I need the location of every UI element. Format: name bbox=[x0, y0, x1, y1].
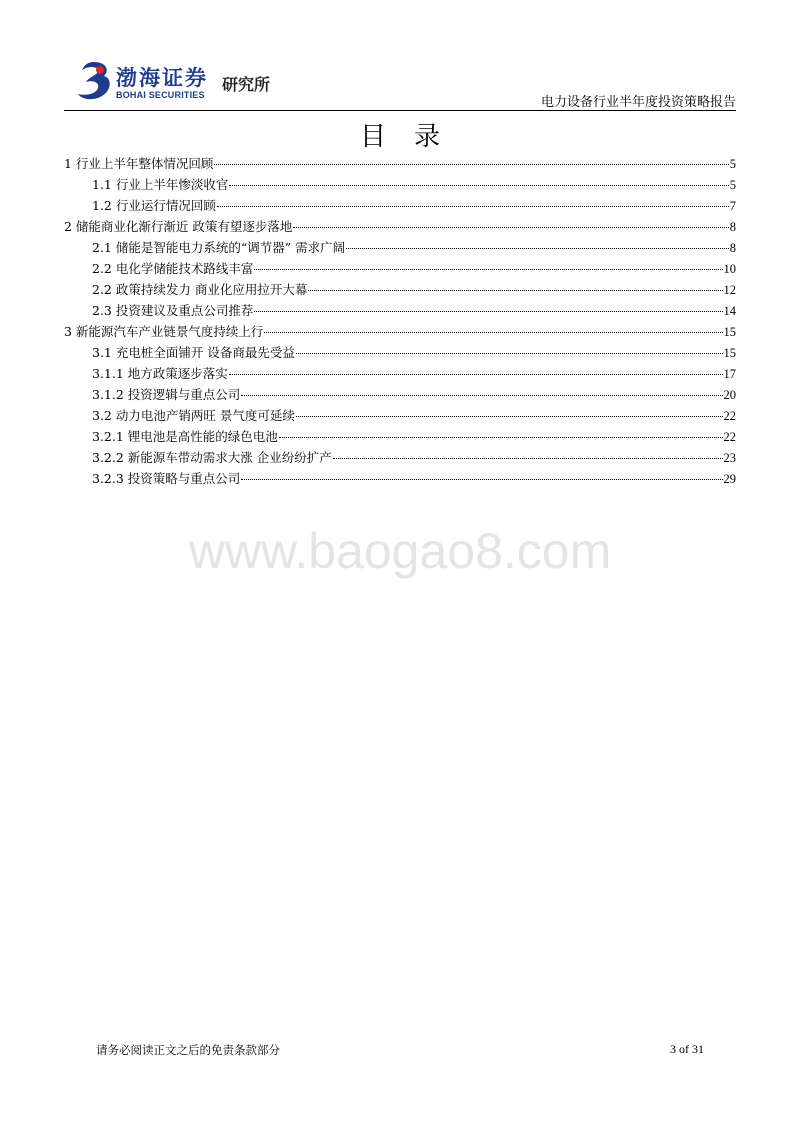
toc-entry[interactable]: 2.2 电化学储能技术路线丰富 10 bbox=[92, 261, 736, 276]
footer-disclaimer: 请务必阅读正文之后的免责条款部分 bbox=[96, 1043, 280, 1057]
toc-entry[interactable]: 1.2 行业运行情况回顾 7 bbox=[92, 198, 736, 213]
brand-name-en: BOHAI SECURITIES bbox=[116, 90, 205, 100]
toc-entry[interactable]: 3.2.3 投资策略与重点公司 29 bbox=[92, 471, 736, 486]
toc-entry[interactable]: 3 新能源汽车产业链景气度持续上行 15 bbox=[64, 324, 736, 339]
table-of-contents bbox=[64, 153, 736, 489]
toc-entry[interactable]: 1 行业上半年整体情况回顾 5 bbox=[64, 156, 736, 171]
toc-entry[interactable]: 2.1 储能是智能电力系统的“调节器” 需求广阔 8 bbox=[92, 240, 736, 255]
brand-name-cn: 渤海证券 bbox=[116, 66, 208, 90]
toc-entry[interactable]: 3.1 充电桩全面铺开 设备商最先受益 15 bbox=[92, 345, 736, 360]
toc-entry[interactable]: 3.2.1 锂电池是高性能的绿色电池 22 bbox=[92, 429, 736, 444]
brand-logo bbox=[76, 60, 296, 106]
bohai-logo-icon bbox=[76, 60, 112, 102]
header-divider bbox=[64, 110, 736, 111]
toc-entry[interactable]: 3.1.1 地方政策逐步落实 17 bbox=[92, 366, 736, 381]
toc-entry[interactable]: 2.2 政策持续发力 商业化应用拉开大幕 12 bbox=[92, 282, 736, 297]
toc-entry[interactable]: 3.2 动力电池产销两旺 景气度可延续 22 bbox=[92, 408, 736, 423]
report-title: 电力设备行业半年度投资策略报告 bbox=[540, 95, 736, 110]
toc-entry[interactable]: 1.1 行业上半年惨淡收官 5 bbox=[92, 177, 736, 192]
toc-entry[interactable]: 3.1.2 投资逻辑与重点公司 20 bbox=[92, 387, 736, 402]
page-indicator: 3 of 31 bbox=[670, 1042, 704, 1056]
watermark: www.baogao8.com bbox=[188, 523, 612, 579]
toc-heading: 目录 bbox=[359, 122, 468, 152]
toc-entry[interactable]: 2 储能商业化渐行渐近 政策有望逐步落地 8 bbox=[64, 219, 736, 234]
toc-entry[interactable]: 3.2.2 新能源车带动需求大涨 企业纷纷扩产 23 bbox=[92, 450, 736, 465]
institute-label: 研究所 bbox=[222, 75, 271, 94]
toc-entry[interactable]: 2.3 投资建议及重点公司推荐 14 bbox=[92, 303, 736, 318]
